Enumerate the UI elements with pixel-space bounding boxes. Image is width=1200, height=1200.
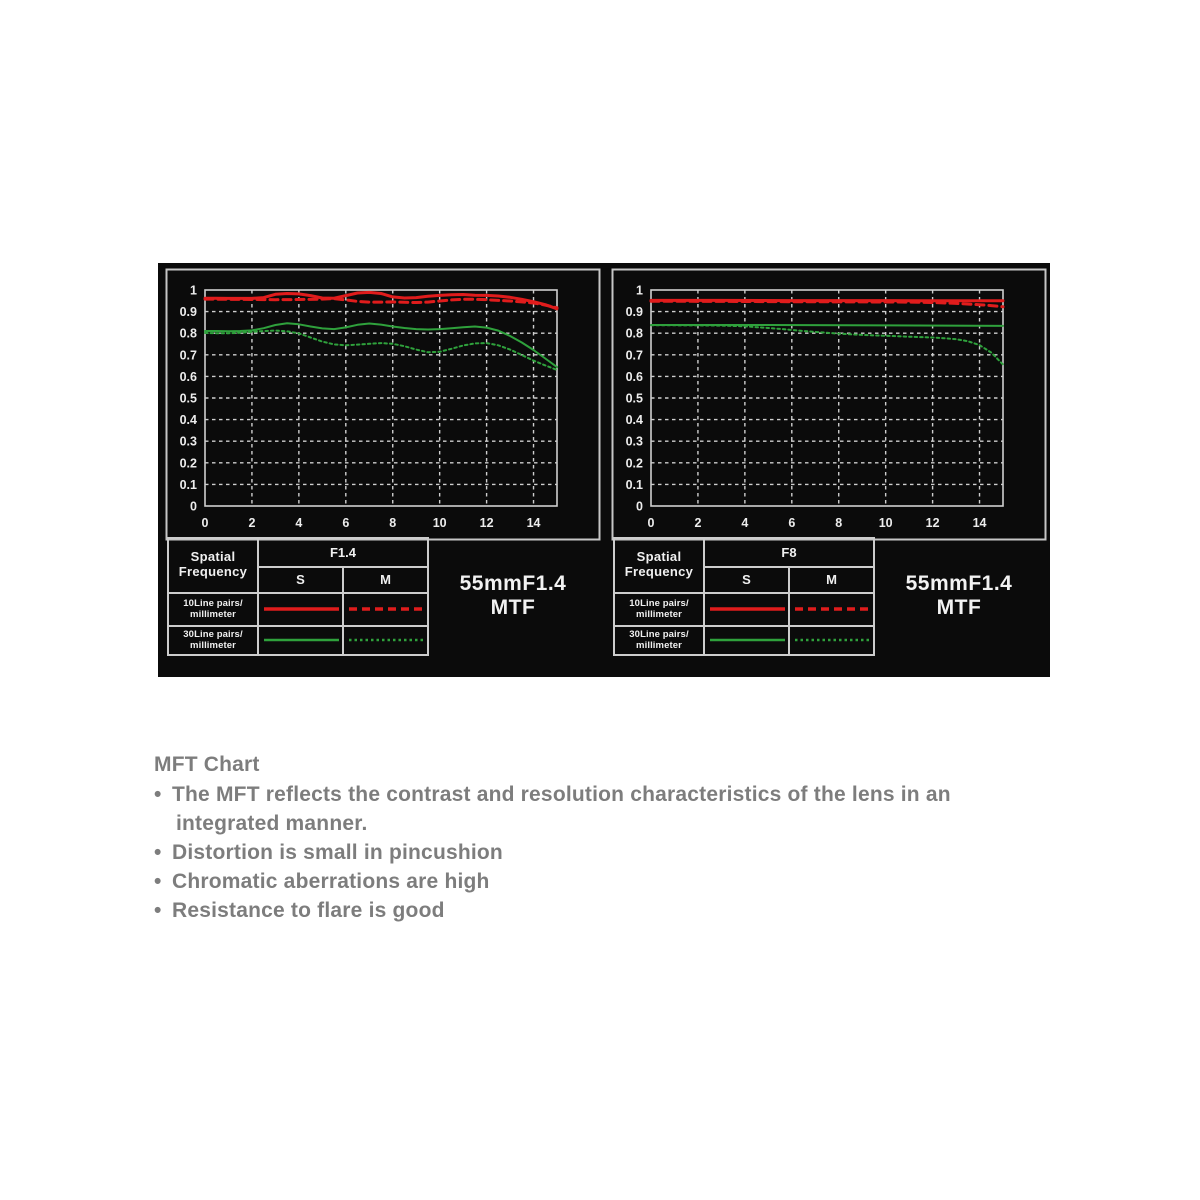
- spatial-frequency-line2: Frequency: [624, 564, 694, 579]
- row-label-30lp: [614, 626, 704, 655]
- svg-text:0.2: 0.2: [179, 456, 197, 471]
- spatial-frequency-line2: Frequency: [178, 564, 248, 579]
- svg-text:0.4: 0.4: [625, 413, 643, 428]
- svg-text:0.8: 0.8: [625, 326, 643, 341]
- legend-table-f14: [167, 537, 429, 656]
- svg-text:0.9: 0.9: [625, 305, 643, 320]
- svg-text:10: 10: [878, 516, 893, 530]
- row-label-10lp-line1: 10Line pairs/: [629, 597, 689, 609]
- svg-text:6: 6: [788, 516, 796, 530]
- chart-title-lens: 55mmF1.4: [459, 571, 567, 595]
- svg-text:12: 12: [925, 516, 940, 530]
- chart-title-f8: [875, 572, 1043, 620]
- bullet-dot: •: [154, 841, 162, 864]
- bullet-dot: •: [154, 870, 162, 893]
- svg-text:0.8: 0.8: [179, 326, 197, 341]
- bullet-dot: •: [154, 783, 162, 806]
- notes-block: [154, 750, 1094, 925]
- column-header-m: M: [789, 567, 874, 593]
- mtf-chart-f14: [165, 268, 601, 541]
- svg-text:0.7: 0.7: [625, 348, 643, 363]
- legend-row-f14: [167, 541, 597, 651]
- svg-text:12: 12: [479, 516, 494, 530]
- swatch-cell: [258, 626, 343, 655]
- svg-text:10: 10: [432, 516, 447, 530]
- swatch-cell: [704, 626, 789, 655]
- spatial-frequency-header: [614, 538, 704, 593]
- green-solid-line-swatch: [705, 627, 790, 653]
- mtf-chart-group-f8: [604, 263, 1050, 677]
- row-label-10lp: [168, 593, 258, 626]
- mtf-plot-f14: [165, 268, 601, 541]
- red-dashed-line-swatch: [344, 596, 429, 622]
- red-solid-line-swatch: [705, 596, 790, 622]
- note-text: Distortion is small in pincushion: [172, 841, 503, 864]
- chart-title-mtf: MTF: [936, 596, 982, 619]
- mtf-chart-group-f14: [158, 263, 604, 677]
- aperture-header-f8: F8: [704, 538, 874, 567]
- spatial-frequency-line1: Spatial: [636, 549, 682, 565]
- row-label-30lp: [168, 626, 258, 655]
- svg-text:1: 1: [190, 283, 197, 298]
- note-bullet-4: [154, 896, 1094, 925]
- chart-title-lens: 55mmF1.4: [905, 571, 1013, 595]
- swatch-cell: [258, 593, 343, 626]
- svg-text:8: 8: [835, 516, 843, 530]
- row-label-10lp-line2: millimeter: [636, 609, 682, 620]
- green-dashed-line-swatch: [790, 627, 875, 653]
- swatch-cell: [789, 626, 874, 655]
- svg-text:2: 2: [694, 516, 702, 530]
- bullet-dot: •: [154, 899, 162, 922]
- swatch-cell: [704, 593, 789, 626]
- column-header-m: M: [343, 567, 428, 593]
- svg-text:8: 8: [389, 516, 397, 530]
- chart-title-mtf: MTF: [490, 596, 536, 619]
- mtf-plot-f8: [611, 268, 1047, 541]
- spatial-frequency-header: [168, 538, 258, 593]
- note-bullet-3: [154, 867, 1094, 896]
- svg-text:0.6: 0.6: [179, 369, 197, 384]
- column-header-s: S: [704, 567, 789, 593]
- red-solid-line-swatch: [259, 596, 344, 622]
- svg-text:0.4: 0.4: [179, 413, 197, 428]
- row-label-30lp-line1: 30Line pairs/: [629, 628, 689, 640]
- note-bullet-1: [154, 780, 1094, 809]
- svg-text:1: 1: [636, 283, 643, 298]
- note-bullet-1-cont: integrated manner.: [176, 812, 368, 835]
- svg-text:0.1: 0.1: [625, 477, 643, 492]
- svg-text:0.7: 0.7: [179, 348, 197, 363]
- note-text: Chromatic aberrations are high: [172, 870, 490, 893]
- mtf-panel: [158, 263, 1050, 677]
- mtf-chart-f8: [611, 268, 1047, 541]
- svg-text:0: 0: [636, 499, 643, 514]
- svg-text:2: 2: [248, 516, 256, 530]
- svg-text:14: 14: [972, 516, 987, 530]
- note-text: The MFT reflects the contrast and resolution characteristics of the lens in an: [172, 783, 951, 806]
- svg-text:14: 14: [526, 516, 541, 530]
- row-label-10lp-line2: millimeter: [190, 609, 236, 620]
- aperture-header-f14: F1.4: [258, 538, 428, 567]
- svg-text:0.9: 0.9: [179, 305, 197, 320]
- svg-text:0: 0: [201, 516, 209, 530]
- green-solid-line-swatch: [259, 627, 344, 653]
- svg-text:0: 0: [647, 516, 655, 530]
- legend-table-f8: [613, 537, 875, 656]
- svg-text:0.3: 0.3: [625, 434, 643, 449]
- green-dashed-line-swatch: [344, 627, 429, 653]
- svg-text:4: 4: [741, 516, 749, 530]
- chart-title-f14: [429, 572, 597, 620]
- svg-text:0: 0: [190, 499, 197, 514]
- svg-text:0.1: 0.1: [179, 477, 197, 492]
- svg-text:0.5: 0.5: [625, 391, 643, 406]
- row-label-30lp-line1: 30Line pairs/: [183, 628, 243, 640]
- red-dashed-line-swatch: [790, 596, 875, 622]
- column-header-s: S: [258, 567, 343, 593]
- spatial-frequency-line1: Spatial: [190, 549, 236, 565]
- row-label-10lp: [614, 593, 704, 626]
- row-label-10lp-line1: 10Line pairs/: [183, 597, 243, 609]
- note-text: Resistance to flare is good: [172, 899, 445, 922]
- legend-row-f8: [613, 541, 1043, 651]
- svg-text:6: 6: [342, 516, 350, 530]
- svg-text:0.2: 0.2: [625, 456, 643, 471]
- swatch-cell: [343, 593, 428, 626]
- svg-text:0.3: 0.3: [179, 434, 197, 449]
- svg-text:0.5: 0.5: [179, 391, 197, 406]
- swatch-cell: [343, 626, 428, 655]
- svg-text:4: 4: [295, 516, 303, 530]
- svg-text:0.6: 0.6: [625, 369, 643, 384]
- row-label-30lp-line2: millimeter: [636, 640, 682, 651]
- notes-title: MFT Chart: [154, 753, 260, 776]
- swatch-cell: [789, 593, 874, 626]
- note-bullet-2: [154, 838, 1094, 867]
- row-label-30lp-line2: millimeter: [190, 640, 236, 651]
